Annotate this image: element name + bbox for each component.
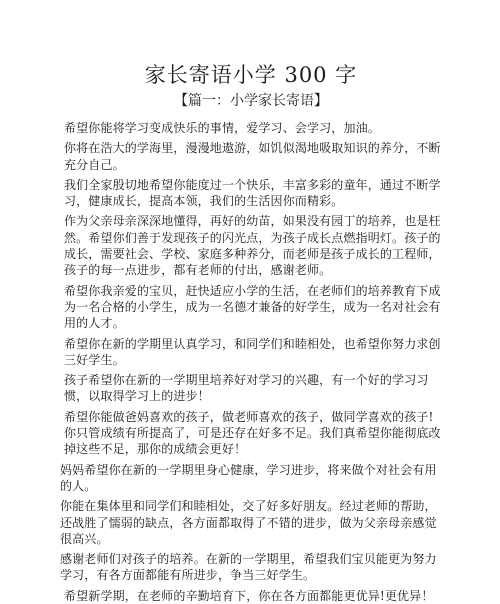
paragraph-2: 你将在浩大的学海里，漫漫地遨游，如饥似渴地吸取知识的养分，不断充分自己。 [64, 141, 441, 172]
paragraph-12: 希望新学期，在老师的辛勤培育下，你在各方面都能更优异!更优异！ [64, 588, 434, 603]
paragraph-3: 我们全家殷切地希望你能度过一个快乐，丰富多彩的童年，通过不断学习，健康成长，提高本领，我们的生活因你而精彩。 [64, 177, 441, 209]
paragraph-4: 作为父亲母亲深深地懂得，再好的幼苗，如果没有园丁的培养，也是枉然。希望你们善于发现孩子的闪光点，为孩子成长点燃指明灯。孩子的成长，需要社会、学校、家庭多种养分，而老师是孩子成长的工程师，孩子的每一点进步，都有老师的付出，感谢老师。 [64, 214, 441, 278]
paragraph-1: 希望你能将学习变成快乐的事情，爱学习、会学习，加油。 [64, 121, 380, 135]
paragraph-7: 孩子希望你在新的一学期里培养好对学习的兴趣，有一个好的学习习惯，以取得学习上的进步！ [64, 373, 429, 404]
paragraph-11: 感谢老师们对孩子的培养。在新的一学期里，希望我们宝贝能更为努力学习，有各方面都能有所进步，争当三好学生。 [60, 552, 437, 583]
paragraph-9: 妈妈希望你在新的一学期里身心健康，学习进步，将来做个对社会有用的人。 [60, 462, 437, 493]
paragraph-8: 希望你能做爸妈喜欢的孩子，做老师喜欢的孩子，做同学喜欢的孩子!你只管成绩有所提高了，可是还存在好多不足。我们真希望你能彻底改掉这些不足，那你的成绩会更好！ [64, 409, 441, 457]
paragraph-10: 你能在集体里和同学们和睦相处，交了好多好朋友。经过老师的帮助，还战胜了懦弱的缺点，各方面都取得了不错的进步，做为父亲母亲感觉很高兴。 [60, 499, 437, 546]
document-title: 家长寄语小学 300 字 [144, 63, 358, 87]
paragraph-6: 希望你在新的学期里认真学习，和同学们和睦相处，也希望你努力求创三好学生。 [64, 336, 441, 367]
paragraph-5: 希望你我亲爱的宝贝，赶快适应小学的生活，在老师们的培养教育下成为一名合格的小学生，成为一名德才兼备的好学生，成为一名对社会有用的人才。 [64, 283, 441, 331]
section-heading: 【篇一：小学家长寄语】 [174, 93, 328, 109]
document-body [60, 120, 442, 604]
